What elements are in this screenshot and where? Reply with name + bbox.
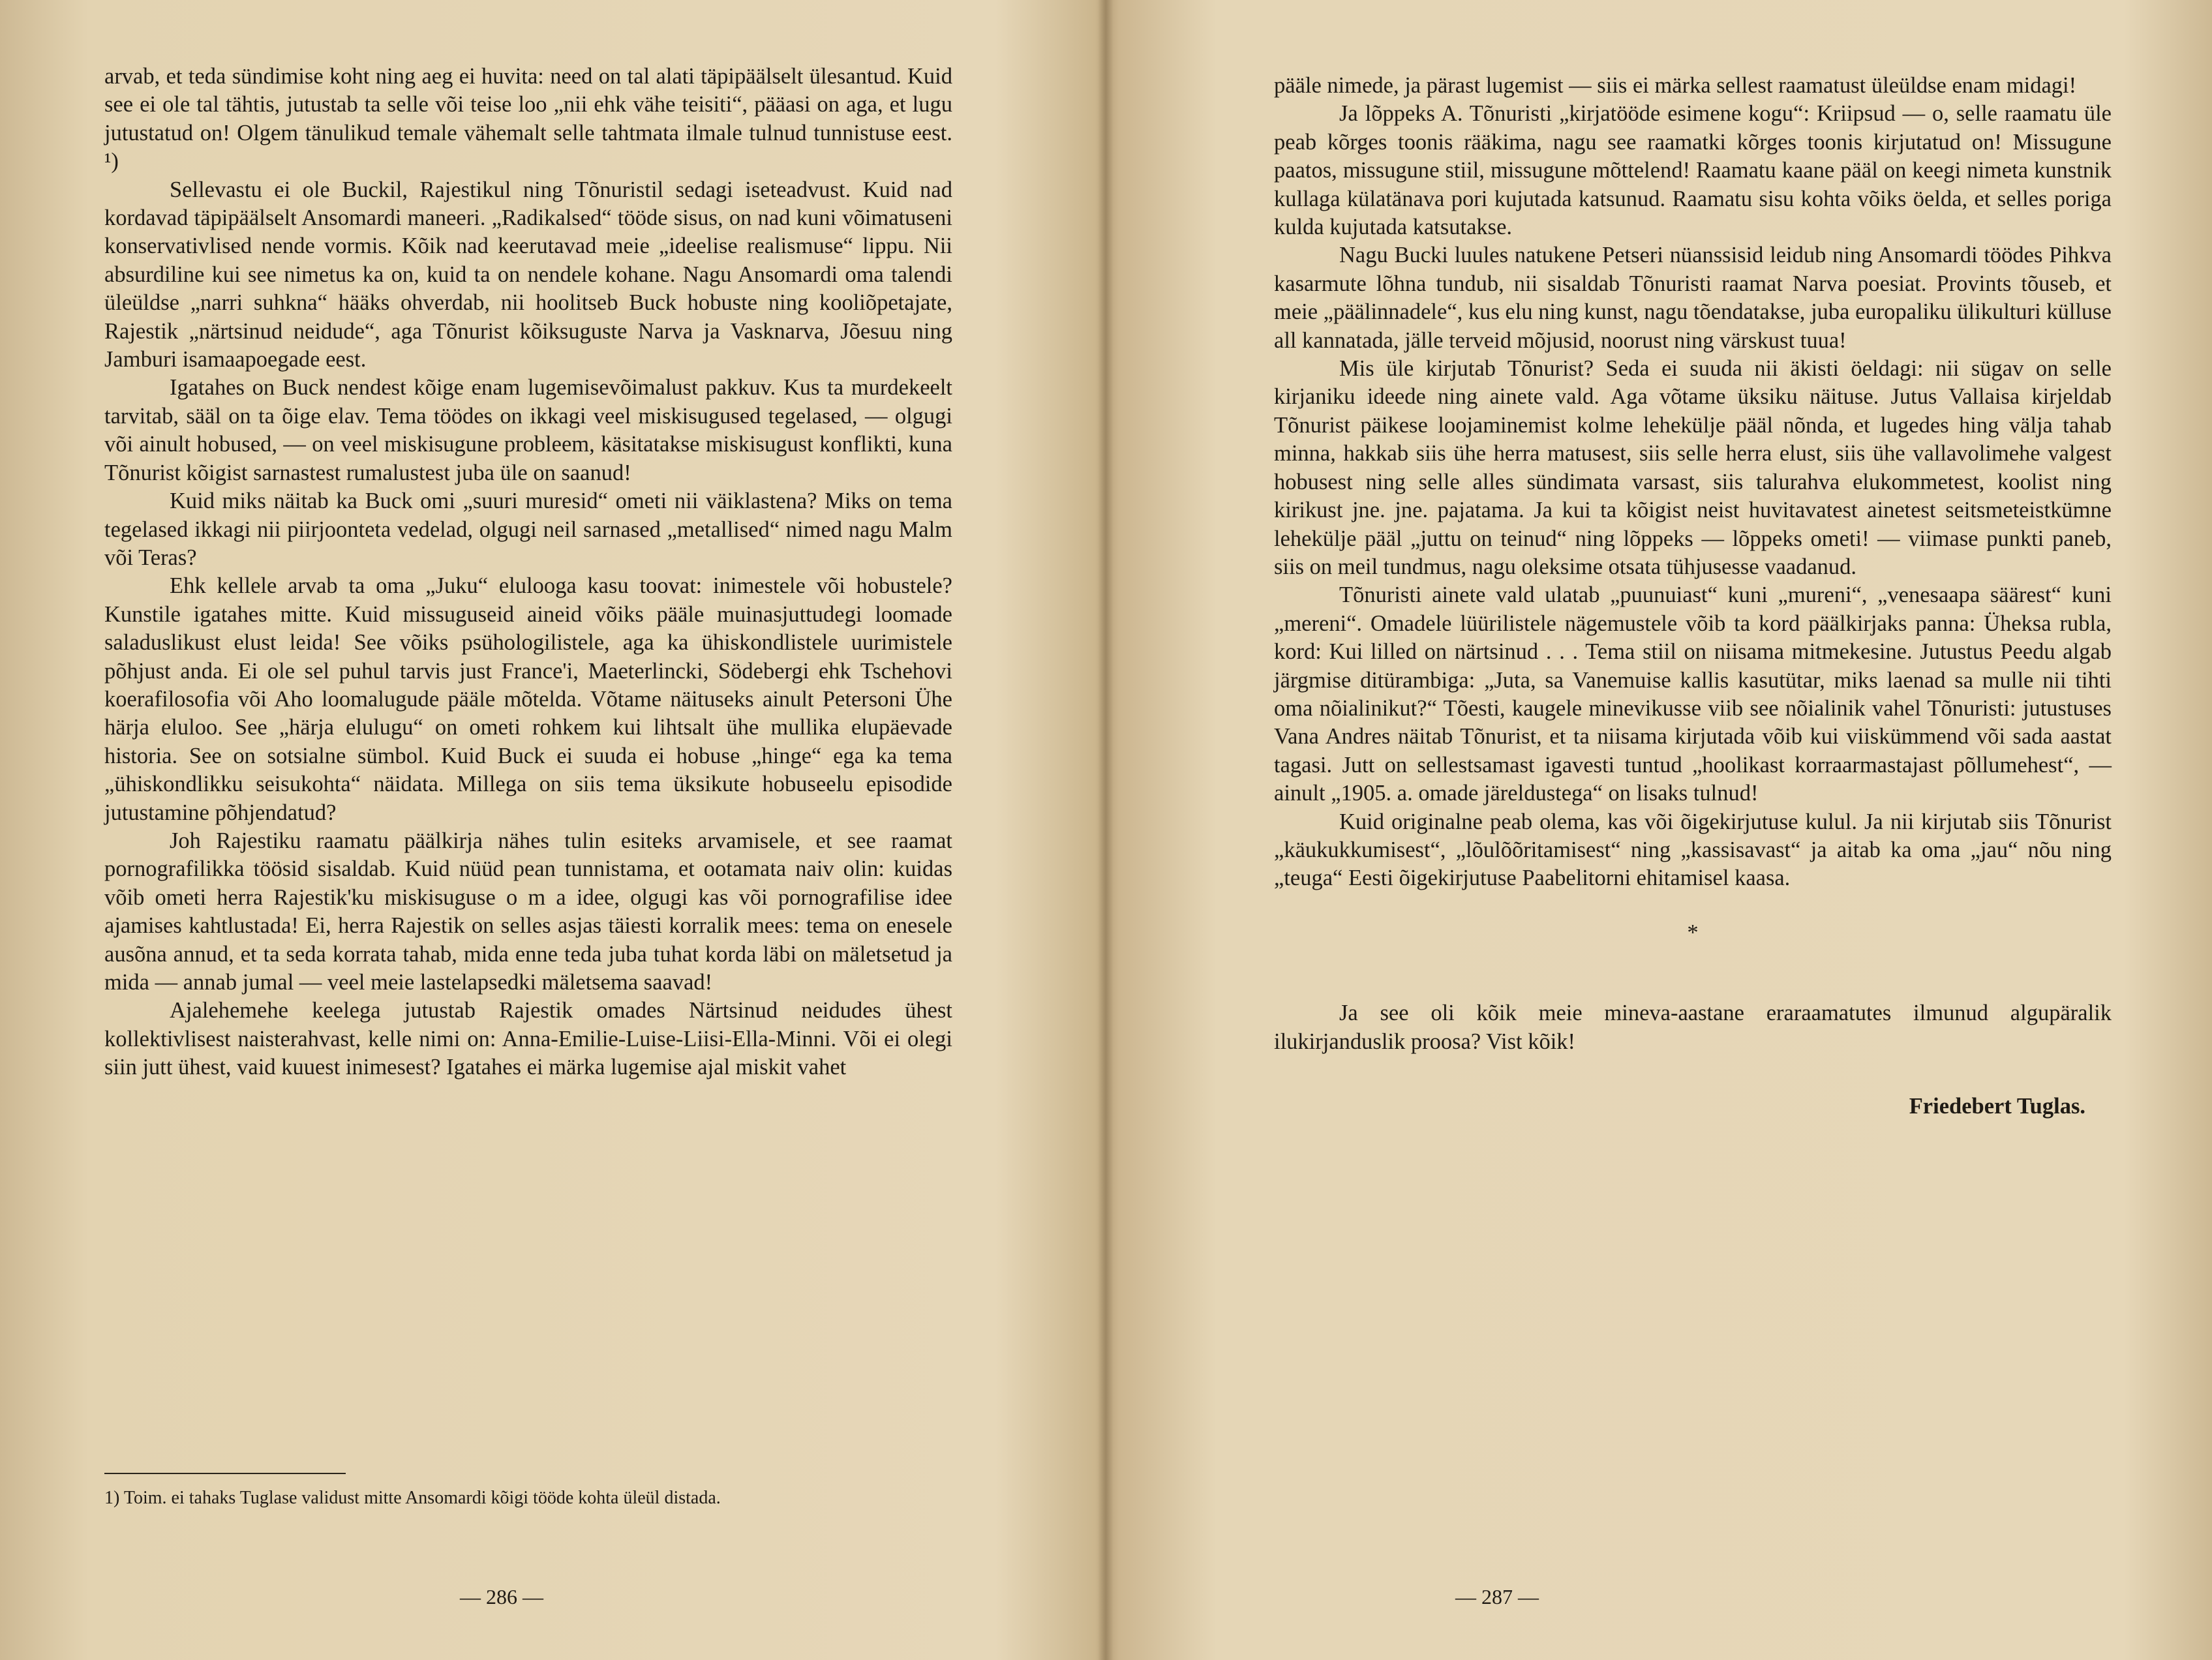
paragraph: Tõnuristi ainete vald ulatab „puunuiast“ kuni „mureni“, „venesaapa säärest“ kuni „mereni“. Omadele lüürilistele nägemustele võib ta kord päälkirjaks panna: Üheksa rubla, kord: Kui lilled on närtsinud . . . Tema stiil on niisama mitmekesine. Jutustus Peedu algab järgmise ditürambiga: „Juta, sa Vanemuise kallis kasutütar, miks laenad sa mulle nii tihti oma nõialinikut?“ Tõesti, kaugele minevikusse viib see nõialinik vahel Tõnuristi: jutustuses Vana Andres näitab Tõnurist, et ta niisama kirjutada võib kui viiskümmend või sada aastat tagasi. Jutt on sellestsamast igavesti tuntud „hoolikast korraarmastajast põllumehest“, — ainult „1905. a. omade järeldustega“ on lisaks tulnud! bbox=[1274, 582, 2112, 806]
paragraph: Ajalehemehe keelega jutustab Rajestik omades Närtsinud neidudes ühest kollektivlisest naisterahvast, kelle nimi on: Anna-Emilie-Luise-Liisi-Ella-Minni. Või ei olegi siin jutt ühest, vaid kuuest inimesest? Igatahes ei märka lugemise ajal miskit vahet bbox=[104, 998, 952, 1080]
left-page bbox=[0, 0, 1102, 1660]
right-page-body bbox=[1274, 72, 2112, 1121]
book-gutter bbox=[1098, 0, 1114, 1660]
paragraph: pääle nimede, ja pärast lugemist — siis ei märka sellest raamatust üleüldse enam midagi! bbox=[1274, 73, 2077, 98]
paragraph: Ehk kellele arvab ta oma „Juku“ elulooga kasu toovat: inimestele või hobustele? Kunstile igatahes mitte. Kuid missuguseid aineid võiks pääle muinasjuttudegi loomade saladuslikust elust leida! See võiks psühologilistele, aga ka ühiskondlistele uurimistele põhjust anda. Ei ole sel puhul tarvis just France'i, Maeterlincki, Södebergi ehk Tschehovi koerafilosofia või Aho loomalugude pääle mõtelda. Võtame näituseks ainult Petersoni Ühe härja eluloo. See „härja elulugu“ on ometi rohkem kui lihtsalt ühe mullika elupäevade historia. See on sotsialne sümbol. Kuid Buck ei suuda ei hobuse „hinge“ ega ka tema „ühiskondlikku seisukohta“ näidata. Millega on siis tema üksikute hobuseelu episodide jutustamine põhjendatud? bbox=[104, 573, 952, 825]
author-signature: Friedebert Tuglas. bbox=[1909, 1094, 2085, 1119]
page-number: — 287 — bbox=[1455, 1585, 1539, 1608]
paragraph: Mis üle kirjutab Tõnurist? Seda ei suuda nii äkisti öeldagi: nii sügav on selle kirjaniku ideede ning ainete vald. Aga võtame üksiku näituse. Jutus Vallaisa kirjeldab Tõnurist päikese loojaminemist kolme leheküljе pääl nõnda, et lugedes hing välja tahab minna, hakkab siis ühe herra matusest, siis selle herra elust, siis ühe vallavolimehe valgest hobusest ning selle alles sündimata varsast, siis talurahva elukommetest, koolist ning kirikust jne. jne. pajatama. Ja kui ta kõigist neist huvitavatest ainetest seitsmeteistkümne leheküljе pääl „juttu on teinud“ ning lõppeks — lõppeks ometi! — viimase punkti paneb, siis on meil tundmus, nagu oleksime otsata tühjusesse vaadanud. bbox=[1274, 356, 2112, 579]
section-separator: * bbox=[1687, 920, 1699, 945]
paragraph: Nagu Bucki luules natukene Petseri nüanssisid leidub ning Ansomardi töödes Pihkva kasarmute lõhna tundub, nii sisaldab Tõnuristi raamat Narva poesiat. Provints tõuseb, et meie „päälinnadele“, kus elu ning kunst, nagu tõendatakse, juba europaliku ülikulturi külluse all kannatada, jälle terveid mõjusid, noorust ning värskust tuua! bbox=[1274, 243, 2112, 353]
footnote: 1) Toim. ei tahaks Tuglase validust mitte Ansomardi kõigi tööde kohta üleül distada. bbox=[104, 1488, 721, 1508]
paragraph: Joh Rajestiku raamatu päälkirja nähes tulin esiteks arvamisele, et see raamat pornografilikka töösid sisaldab. Kuid nüüd pean tunnistama, et ootamata naiv olin: kuidas võib ometi herra Rajestik'ku miskisuguse o m a idee, olgugi kas või pornografilise idee ajamises kahtlustada! Ei, herra Rajestik on selles asjas täiesti korralik mees: tema on enesele ausõna annud, et ta seda korrata tahab, mida enne teda juba tuhat korda läbi on mäletsetud ja mida — annab jumal — veel meie lastelapsedki mäletsema saavad! bbox=[104, 828, 952, 995]
left-page-body bbox=[104, 63, 952, 1082]
page-number: — 286 — bbox=[460, 1585, 543, 1608]
paragraph: arvab, et teda sündimise koht ning aeg ei huvita: need on tal alati täpipäälselt ülesantud. Kuid see ei ole tal tähtis, jutustab ta selle või teise loo „nii ehk vähe teisiti“, pääasi on aga, et lugu jutustatud on! Olgem tänulikud temale vähemalt selle tahtmata ilmale tulnud tunnistuse eest. ¹) bbox=[104, 64, 952, 174]
paragraph: Igatahes on Buck nendest kõige enam lugemisevõimalust pakkuv. Kus ta murdekeelt tarvitab, sääl on ta õige elav. Tema töödes on ikkagi veel miskisugused tegelased, — olgugi või ainult hobused, — on veel miskisugune probleem, käsitatakse miskisugust konflikti, kuna Tõnurist kõigist sarnastest rumalustest juba üle on saanud! bbox=[104, 375, 952, 485]
paragraph: Sellevastu ei ole Buckil, Rajestikul ning Tõnuristil sedagi iseteadvust. Kuid nad kordavad täpipäälselt Ansomardi maneeri. „Radikalsed“ tööde sisus, on nad kuni võimatuseni konservativlised nende vormis. Kõik nad keerutavad meie „ideelise realismuse“ lippu. Nii absurdiline kui see nimetus ka on, kuid ta on nendele kohane. Nagu Ansomardi oma talendi üleüldse „narri suhkna“ hääks ohverdab, nii hoolitseb Buck hobuste ning kooliõpetajate, Rajestik „närtsinud neidude“, aga Tõnurist kõiksuguste Narva ja Vasknarva, Jõesuu ning Jamburi isamaapoegade eest. bbox=[104, 177, 952, 372]
closing-paragraph: Ja see oli kõik meie mineva-aastane eraraamatutes ilmunud algupäralik ilukirjanduslik proosa? Vist kõik! bbox=[1274, 1001, 2112, 1054]
paragraph: Kuid miks näitab ka Buck omi „suuri muresid“ ometi nii väiklastena? Miks on tema tegelased ikkagi nii piirjoonteta vedelad, olgugi neil sarnased „metallised“ nimed nagu Malm või Teras? bbox=[104, 489, 952, 570]
right-page bbox=[1110, 0, 2212, 1660]
footnote-rule bbox=[104, 1473, 346, 1474]
paragraph: Ja lõppeks A. Tõnuristi „kirjatööde esimene kogu“: Kriipsud — o, selle raamatu üle peab kõrges toonis rääkima, nagu see raamatki kõrges toonis kirjutatud on! Missugune paatos, missugune stiil, missugune mõttelend! Raamatu kaane pääl on keegi nimeta kunstnik kullaga külatänava pori kujutada katsunud. Raamatu sisu kohta võiks öelda, et selles poriga kulda kujutada katsutakse. bbox=[1274, 101, 2112, 240]
paragraph: Kuid originalne peab olema, kas või õigekirjutuse kulul. Ja nii kirjutab siis Tõnurist „käukukkumisest“, „lõulõõritamisest“ ning „kassisavast“ ja aitab ka oma „jau“ nõu ning „teuga“ Eesti õigekirjutuse Paabelitorni ehitamisel kaasa. bbox=[1274, 809, 2112, 891]
